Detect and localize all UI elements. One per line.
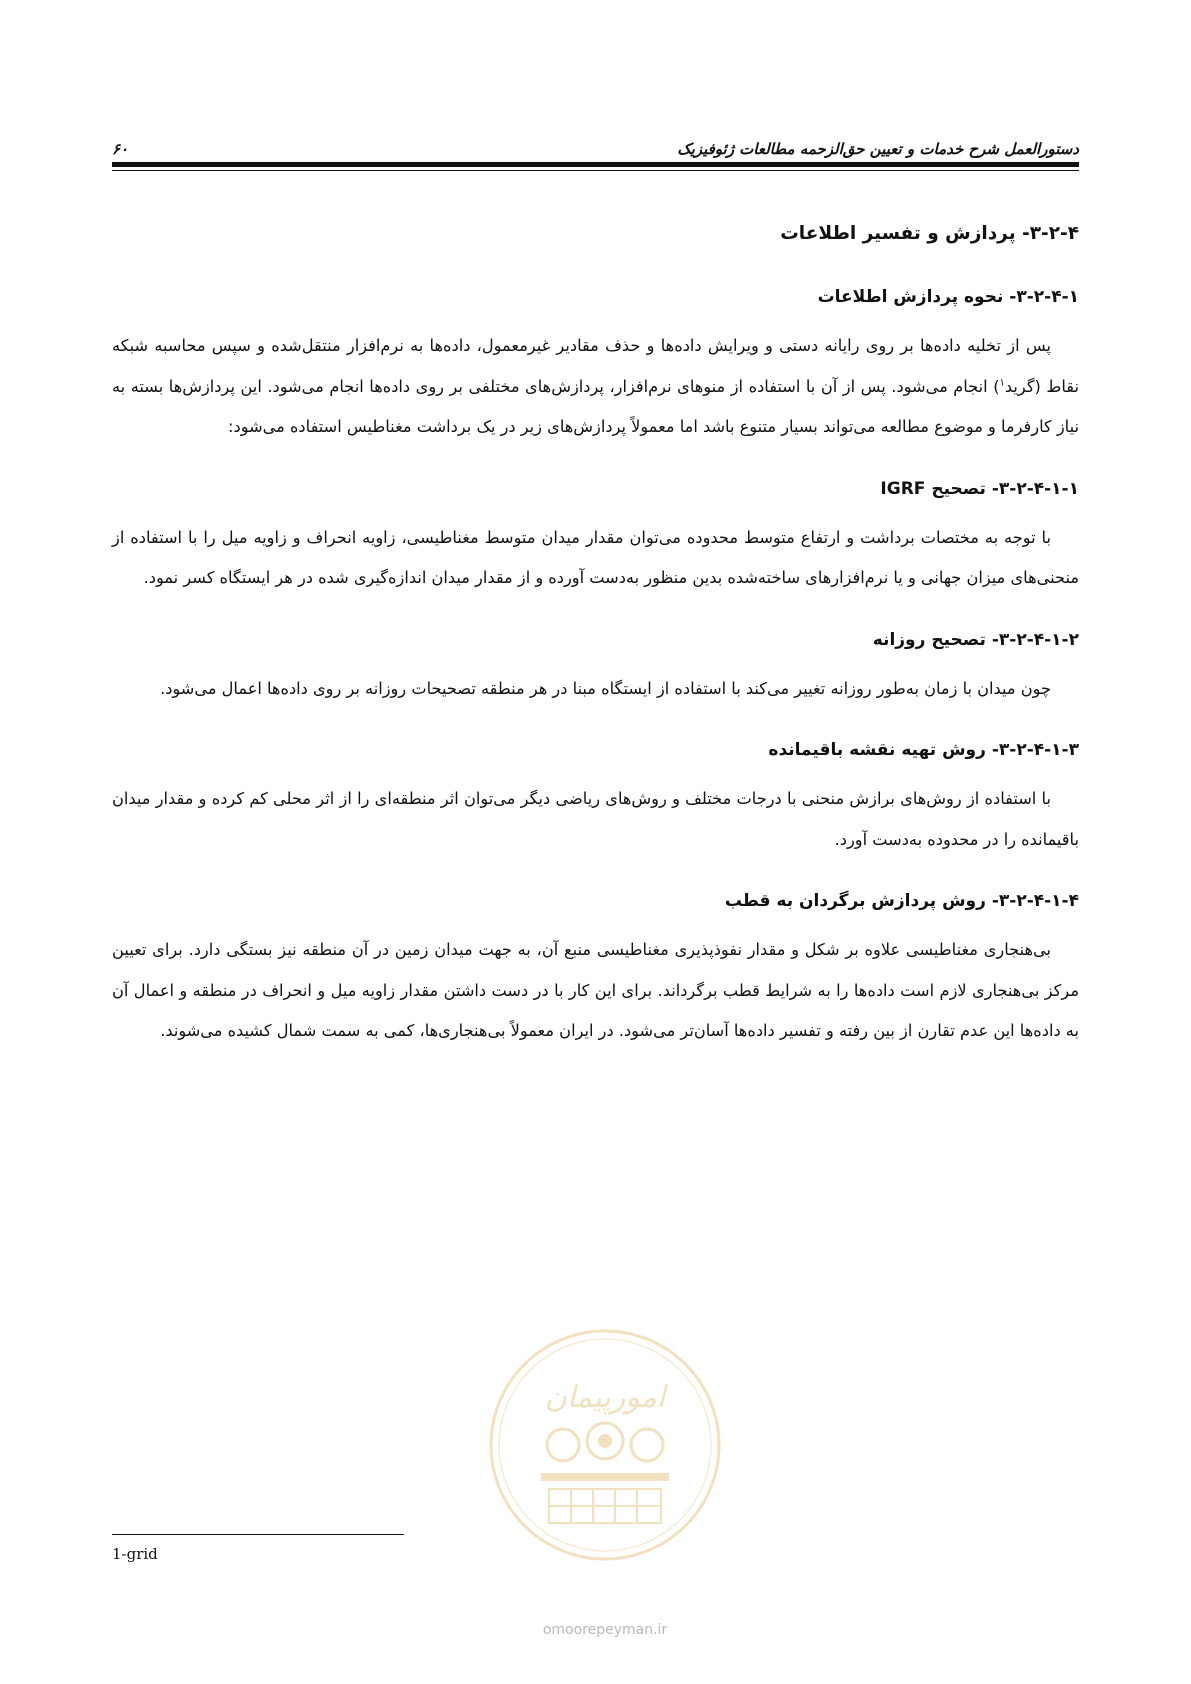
paragraph-reduction-to-pole: بی‌هنجاری مغناطیسی علاوه بر شکل و مقدار نفوذپذیری مغناطیسی منبع آن، به جهت میدان زمین در آن منطقه نیز بستگی دارد. برای تعیین مرکز بی‌هنجاری لازم است داده‌ها را به شرایط قطب برگرداند. برای این کار با در دست داشتن مقدار زاویه میل و انحراف در منطقه و اعمال آن به داده‌ها این عدم تقارن از بین رفته و تفسیر داده‌ها آسان‌تر می‌شود. در ایران معمولاً بی‌هنجاری‌ها، کمی به سمت شمال کشیده می‌شوند. xyxy=(112,940,1079,1040)
subsection-title-processing: ۳-۲-۴-۱- نحوه پردازش اطلاعات xyxy=(817,287,1079,307)
footnote: 1-grid xyxy=(112,1545,158,1563)
header-rule-thick xyxy=(112,162,1079,167)
subsection-title-reduction-to-pole: ۳-۲-۴-۱-۴- روش پردازش برگردان به قطب xyxy=(724,891,1079,911)
watermark-logo-text: امورپیمان xyxy=(544,1380,666,1415)
paragraph-residual: با استفاده از روش‌های برازش منحنی با درجات مختلف و روش‌های ریاضی دیگر می‌توان اثر منطقه‌ای را از اثر محلی کم کرده و مقدار میدان باقیمانده را در محدوده به‌دست آورد. xyxy=(112,789,1079,849)
paragraph-processing-part2: ) انجام می‌شود. پس از آن با استفاده از منوهای نرم‌افزار، پردازش‌های مختلفی بر روی داده‌ها انجام می‌شود. این پردازش‌ها بسته به نیاز کارفرما و موضوع مطالعه می‌تواند بسیار متنوع باشد اما معمولاً پردازش‌های زیر در یک برداشت مغناطیس استفاده می‌شود: xyxy=(112,376,1079,436)
header-rule-thin xyxy=(112,170,1079,171)
page-number: ۶۰ xyxy=(112,140,129,158)
footnote-reference[interactable]: ۱ xyxy=(999,377,1005,389)
main-content xyxy=(112,210,1079,1076)
watermark-seal xyxy=(485,1325,725,1565)
header-title: دستورالعمل شرح خدمات و تعیین حق‌الزحمه مطالعات ژئوفیزیک xyxy=(677,140,1079,158)
subsection-title-diurnal: ۳-۲-۴-۱-۲- تصحیح روزانه xyxy=(872,629,1079,650)
subsection-title-residual: ۳-۲-۴-۱-۳- روش تهیه نقشه باقیمانده xyxy=(768,740,1079,760)
paragraph-processing xyxy=(112,326,1079,448)
paragraph-igrf: با توجه به مختصات برداشت و ارتفاع متوسط محدوده می‌توان مقدار میدان متوسط مغناطیسی، زاویه انحراف و زاویه میل را با استفاده از منحنی‌های میزان جهانی و یا نرم‌افزارهای ساخته‌شده بدین منظور به‌دست آورده و از مقدار میدان اندازه‌گیری شده در هر ایستگاه کسر نمود. xyxy=(112,527,1079,587)
watermark-caption: omoorepeyman.ir xyxy=(542,1622,668,1638)
paragraph-diurnal: چون میدان با زمان به‌طور روزانه تغییر می‌کند با استفاده از ایستگاه مبنا در هر منطقه تصحیحات روزانه بر روی داده‌ها اعمال می‌شود. xyxy=(160,678,1051,698)
section-title: ۳-۲-۴- پردازش و تفسیر اطلاعات xyxy=(780,223,1079,244)
paragraph-processing-part1: پس از تخلیه داده‌ها بر روی رایانه دستی و ویرایش داده‌ها و حذف مقادیر غیرمعمول، داده‌ها به نرم‌افزار منتقل‌شده و سپس محاسبه شبکه نقاط (گرید xyxy=(112,336,1079,396)
subsection-title-igrf: ۳-۲-۴-۱-۱- تصحیح IGRF xyxy=(880,478,1079,499)
footnote-rule xyxy=(112,1534,404,1535)
running-header xyxy=(112,128,1079,158)
